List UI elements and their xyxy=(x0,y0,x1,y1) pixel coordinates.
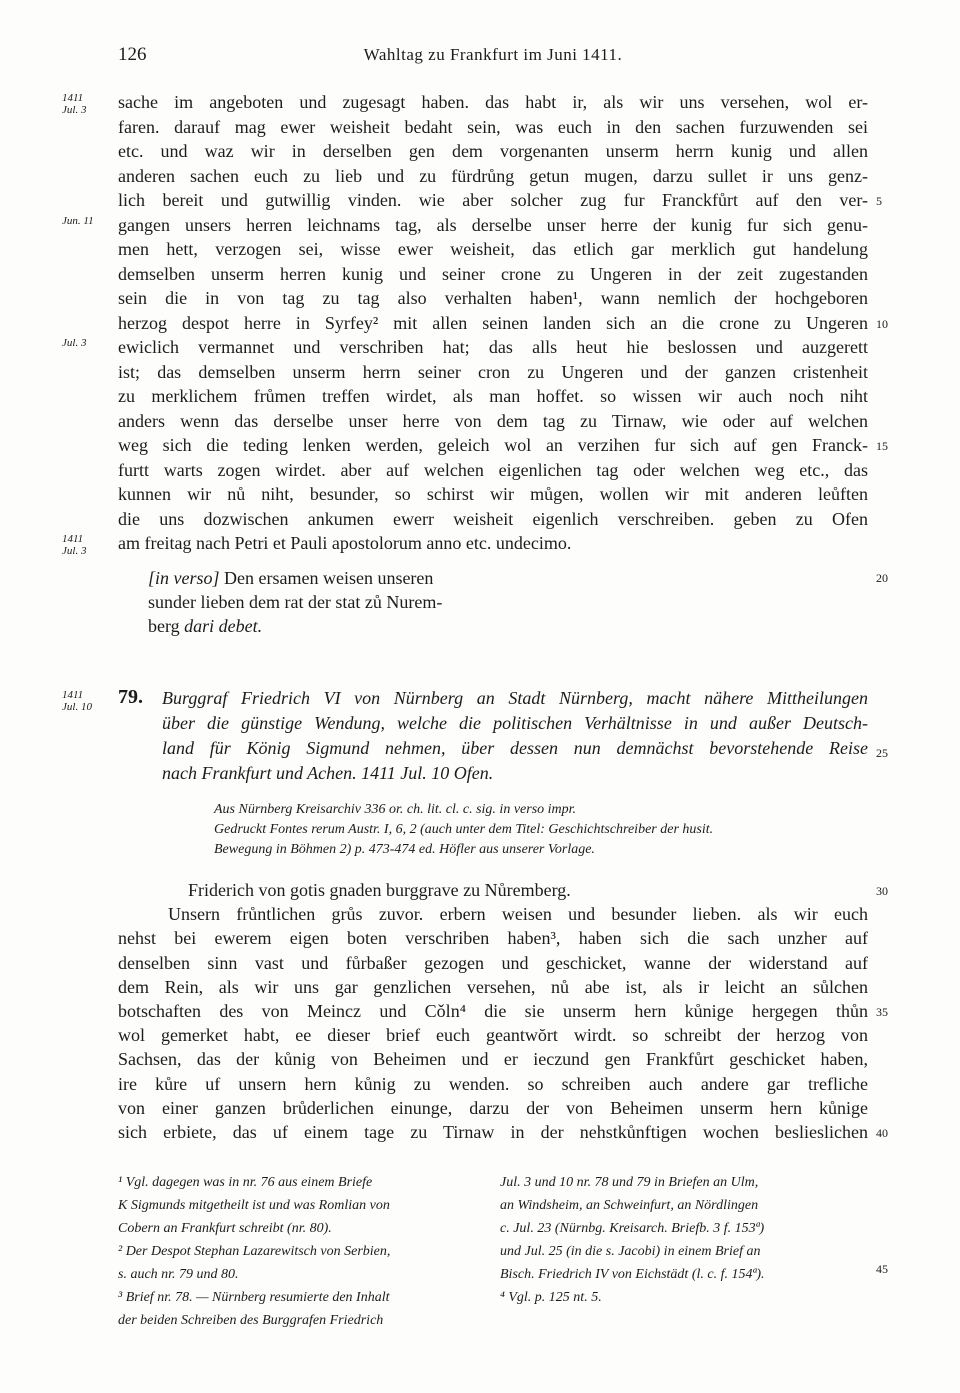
text-line: faren. darauf mag ewer weisheit bedaht sein, was euch in den sachen furzuwenden sei xyxy=(118,116,868,137)
line-number: 35 xyxy=(876,1005,888,1019)
text-line: weg sich die teding lenken werden, geleich wol an verzihen fur sich auf gen Franck- xyxy=(118,435,868,455)
heading-line: land für König Sigmund nehmen, über dessen nun demnächst bevorstehende Reise xyxy=(162,738,868,758)
text-line: sein die in von tag zu tag also verhalten haben¹, wann nemlich der hochgeboren xyxy=(118,288,868,308)
line-number: 5 xyxy=(876,194,882,208)
page-number: 126 xyxy=(118,44,147,65)
letter-line: Friderich von gotis gnaden burggrave zu Nůremberg. xyxy=(188,880,571,900)
text-line: anderen sachen euch zu lieb und zu fürdrůng getun mugen, darzu sullet ir uns genz- xyxy=(118,165,868,186)
footnote-line: ² Der Despot Stephan Lazarewitsch von Serbien, xyxy=(118,1244,391,1259)
margin-date-line: Jul. 3 xyxy=(62,545,87,557)
document-number: 79. xyxy=(118,686,143,708)
letter-line: wol gemerket habt, ee dieser brief euch geantwŏrt wirdt. so schreibt der herzog von xyxy=(118,1025,868,1046)
line-number: 30 xyxy=(876,884,888,898)
text-line: men hett, verzogen sei, wisse ewer weisheit, das etlich gar merklich gut handelung xyxy=(118,239,868,259)
text-line: herzog despot herre in Syrfey² mit allen seinen landen sich an die crone zu Ungeren xyxy=(118,312,868,333)
footnote-line: c. Jul. 23 (Nürnbg. Kreisarch. Briefb. 3 f. 153ª) xyxy=(500,1221,765,1236)
footnote-line: s. auch nr. 79 und 80. xyxy=(118,1267,239,1282)
footnote-line: an Windsheim, an Schweinfurt, an Nördlingen xyxy=(500,1198,759,1213)
margin-date-line: Jul. 3 xyxy=(62,337,87,349)
footnote-line: Bisch. Friedrich IV von Eichstädt (l. c. f. 154ª). xyxy=(500,1267,765,1282)
letter-line: nehst bei ewerem eigen boten verschriben haben³, haben sich die sach unzher auf xyxy=(118,928,868,949)
text-line: kunnen wir nů niht, besunder, so schirst wir můgen, wollen wir mit anderen leůften xyxy=(118,484,868,504)
text-line: sache im angeboten und zugesagt haben. das habt ir, als wir uns versehen, wol er- xyxy=(118,92,868,112)
footnote-line: Jul. 3 und 10 nr. 78 und 79 in Briefen an Ulm, xyxy=(500,1175,759,1190)
margin-date xyxy=(62,337,86,349)
line-number: 40 xyxy=(876,1126,888,1140)
verso-line-3-italic: dari debet. xyxy=(184,616,263,636)
line-number: 45 xyxy=(876,1262,888,1276)
text-line: gangen unsers herren leichnams tag, als derselbe unser herre der kunig fur sich genu- xyxy=(118,214,868,235)
line-number: 25 xyxy=(876,746,888,760)
text-line: etc. und waz wir in derselben gen dem vorgenanten unserm herrn kunig und allen xyxy=(118,141,868,161)
text-line: ewiclich vermannet und verschriben hat; das alls heut hie beslossen und auzgerett xyxy=(118,337,868,357)
footnote-line: Cobern an Frankfurt schreibt (nr. 80). xyxy=(118,1221,332,1236)
text-line: anders wenn das derselbe unser herre von dem tag zu Tirnaw, wie oder auf welchen xyxy=(118,410,868,431)
letter-line: dem Rein, als wir uns gar genzlichen versehen, nů abe ist, als ir leicht an sůlchen xyxy=(118,976,868,997)
margin-date xyxy=(62,215,94,227)
source-line: Bewegung in Böhmen 2) p. 473-474 ed. Höfler aus unserer Vorlage. xyxy=(214,842,595,857)
letter-line: denselben sinn vast und fůrbaßer gezogen und geschicket, wanne der widerstand auf xyxy=(118,952,868,973)
source-notes xyxy=(214,800,713,860)
text-line: ist; das demselben unserm herrn seiner cron zu Ungeren und der ganzen cristenheit xyxy=(118,361,868,382)
footnote-line: der beiden Schreiben des Burggrafen Friedrich xyxy=(118,1313,384,1328)
verso-line-1: Den ersamen weisen unseren xyxy=(219,568,434,588)
margin-date xyxy=(62,92,86,116)
margin-date-line: Jul. 3 xyxy=(62,104,87,116)
line-number: 15 xyxy=(876,439,888,453)
footnote-line: K Sigmunds mitgetheilt ist und was Romlian von xyxy=(118,1198,390,1213)
text-line: demselben unserm herren kunig und seiner crone zu Ungeren in der zeit zugestanden xyxy=(118,263,868,284)
text-line: die uns dozwischen ankumen ewerr weisheit eigenlich verschreiben. geben zu Ofen xyxy=(118,508,868,529)
document-date-line: Jul. 10 xyxy=(62,701,92,713)
letter-line: ire kůre uf unsern hern kůnig zu wenden. so schreiben auch andere gar trefliche xyxy=(118,1073,868,1094)
footnote-line: und Jul. 25 (in die s. Jacobi) in einem Brief an xyxy=(500,1244,761,1259)
footnote-line: ¹ Vgl. dagegen was in nr. 76 aus einem Briefe xyxy=(118,1175,373,1190)
margin-date-line: Jun. 11 xyxy=(62,214,94,227)
verso-line-2: sunder lieben dem rat der stat zů Nurem- xyxy=(148,592,443,612)
heading-line: nach Frankfurt und Achen. 1411 Jul. 10 Ofen. xyxy=(162,763,494,783)
verso-address xyxy=(148,566,442,638)
footnote-line: ³ Brief nr. 78. — Nürnberg resumierte den Inhalt xyxy=(118,1290,390,1305)
verso-tag: [in verso] xyxy=(148,568,220,588)
text-line: am freitag nach Petri et Pauli apostolorum anno etc. undecimo. xyxy=(118,533,572,553)
footnote-line: ⁴ Vgl. p. 125 nt. 5. xyxy=(500,1290,602,1305)
letter-line: botschaften des von Meincz und Cǒln⁴ die sie unserm hern kůnige hergegen thůn xyxy=(118,1001,868,1021)
document-date-line: 1411 xyxy=(62,689,84,701)
text-line: lich bereit und gutwillig vinden. wie aber solcher zug fur Franckfůrt auf den ver- xyxy=(118,190,868,210)
heading-line: Burggraf Friedrich VI von Nürnberg an Stadt Nürnberg, macht nähere Mittheilungen xyxy=(162,688,868,708)
letter-line: von einer ganzen brůderlichen einunge, darzu der von Beheimen unserm hern kůnige xyxy=(118,1097,868,1118)
letter-line: Sachsen, das der kůnig von Beheimen und er ieczund gen Frankfůrt geschicket haben, xyxy=(118,1049,868,1070)
margin-date xyxy=(62,533,86,557)
line-number: 20 xyxy=(876,571,888,585)
running-title: Wahltag zu Frankfurt im Juni 1411. xyxy=(363,45,623,64)
document-margin-date xyxy=(62,689,92,713)
text-line: furtt warts zogen wirdet. aber auf welchen eigenlichen tag oder welchen weg etc., das xyxy=(118,459,868,480)
letter-line: sich erbiete, das uf einem tage zu Tirnaw in der nehstkůnftigen wochen beslieslichen xyxy=(118,1122,868,1142)
text-line: zu merklichem frůmen treffen wirdet, als man hoffet. so wissen wir auch noch niht xyxy=(118,386,868,406)
margin-date-line: 1411 xyxy=(62,92,84,104)
heading-line: über die günstige Wendung, welche die politischen Verhältnisse in und außer Deutsch- xyxy=(162,713,868,733)
page-header xyxy=(118,44,868,68)
margin-date-line: 1411 xyxy=(62,533,84,545)
source-line: Aus Nürnberg Kreisarchiv 336 or. ch. lit. cl. c. sig. in verso impr. xyxy=(214,802,577,817)
verso-line-3: berg xyxy=(148,616,185,636)
line-number: 10 xyxy=(876,316,888,331)
letter-line: Unsern frůntlichen grůs zuvor. erbern weisen und besunder lieben. als wir euch xyxy=(168,904,868,925)
source-line: Gedruckt Fontes rerum Austr. I, 6, 2 (auch unter dem Titel: Geschichtschreiber der husit. xyxy=(214,822,714,837)
